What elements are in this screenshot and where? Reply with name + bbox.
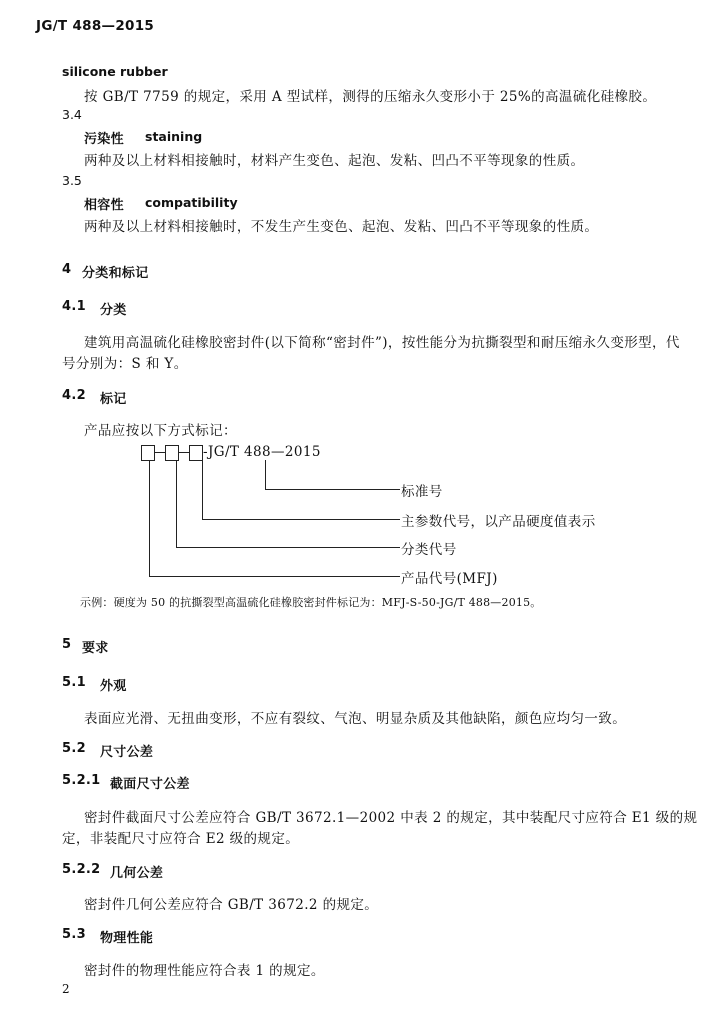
term-3-3-definition: 按 GB/T 7759 的规定，采用 A 型试样，测得的压缩永久变形小于 25%的高温硫化硅橡胶。 bbox=[84, 89, 657, 105]
standard-code-text: -JG/T 488—2015 bbox=[203, 444, 321, 460]
term-3-3-english: silicone rubber bbox=[62, 64, 168, 79]
section-5-2-number: 5.2 bbox=[62, 741, 86, 756]
section-5-1-number: 5.1 bbox=[62, 675, 86, 690]
section-5-1-text: 表面应光滑、无扭曲变形，不应有裂纹、气泡、明显杂质及其他缺陷，颜色应均匀一致。 bbox=[84, 711, 627, 727]
term-3-5-english: compatibility bbox=[145, 195, 238, 210]
section-4-1-title: 分类 bbox=[100, 303, 127, 318]
section-5-number: 5 bbox=[62, 637, 72, 652]
document-code: JG/T 488—2015 bbox=[36, 18, 155, 34]
section-5-2-1-number: 5.2.1 bbox=[62, 773, 101, 788]
section-5-2-1-text-line2: 定，非装配尺寸应符合 E2 级的规定。 bbox=[62, 831, 300, 847]
section-4-number: 4 bbox=[62, 262, 72, 277]
placeholder-box-class bbox=[165, 445, 179, 461]
section-5-2-1-title: 截面尺寸公差 bbox=[110, 777, 190, 792]
section-5-2-title: 尺寸公差 bbox=[100, 745, 154, 760]
label-classification-code: 分类代号 bbox=[401, 542, 457, 558]
section-4-2-title: 标记 bbox=[100, 392, 127, 407]
section-5-1-title: 外观 bbox=[100, 679, 127, 694]
section-4-2-intro: 产品应按以下方式标记： bbox=[84, 423, 237, 439]
section-5-3-number: 5.3 bbox=[62, 927, 86, 942]
section-5-2-1-text-line1: 密封件截面尺寸公差应符合 GB/T 3672.1—2002 中表 2 的规定，其中装配尺寸应符合 E1 级的规 bbox=[84, 810, 698, 826]
term-3-5-number: 3.5 bbox=[62, 173, 82, 188]
label-standard-number: 标准号 bbox=[401, 484, 443, 500]
term-3-4-chinese: 污染性 bbox=[84, 132, 124, 147]
section-4-1-text-line2: 号分别为：S 和 Y。 bbox=[62, 356, 188, 372]
term-3-4-definition: 两种及以上材料相接触时，材料产生变色、起泡、发粘、凹凸不平等现象的性质。 bbox=[84, 153, 585, 169]
term-3-5-chinese: 相容性 bbox=[84, 198, 124, 213]
section-4-1-text-line1: 建筑用高温硫化硅橡胶密封件(以下简称“密封件”)，按性能分为抗撕裂型和耐压缩永久变形型，代 bbox=[84, 335, 680, 351]
placeholder-box-product bbox=[141, 445, 155, 461]
section-4-1-number: 4.1 bbox=[62, 299, 86, 314]
section-4-title: 分类和标记 bbox=[82, 266, 149, 281]
page-number: 2 bbox=[62, 982, 70, 996]
section-5-2-2-text: 密封件几何公差应符合 GB/T 3672.2 的规定。 bbox=[84, 897, 379, 913]
label-main-parameter-code: 主参数代号，以产品硬度值表示 bbox=[401, 514, 596, 530]
term-3-4-english: staining bbox=[145, 129, 203, 144]
section-5-2-2-title: 几何公差 bbox=[110, 866, 164, 881]
placeholder-box-param bbox=[189, 445, 203, 461]
section-5-3-title: 物理性能 bbox=[100, 931, 154, 946]
label-product-code: 产品代号(MFJ) bbox=[401, 571, 498, 587]
section-4-2-number: 4.2 bbox=[62, 388, 86, 403]
section-5-title: 要求 bbox=[82, 641, 109, 656]
section-5-3-text: 密封件的物理性能应符合表 1 的规定。 bbox=[84, 963, 325, 979]
term-3-4-number: 3.4 bbox=[62, 107, 82, 122]
term-3-5-definition: 两种及以上材料相接触时，不发生产生变色、起泡、发粘、凹凸不平等现象的性质。 bbox=[84, 219, 599, 235]
marking-example: 示例：硬度为 50 的抗撕裂型高温硫化硅橡胶密封件标记为：MFJ-S-50-JG/T 488—2015。 bbox=[80, 596, 542, 609]
section-5-2-2-number: 5.2.2 bbox=[62, 862, 101, 877]
